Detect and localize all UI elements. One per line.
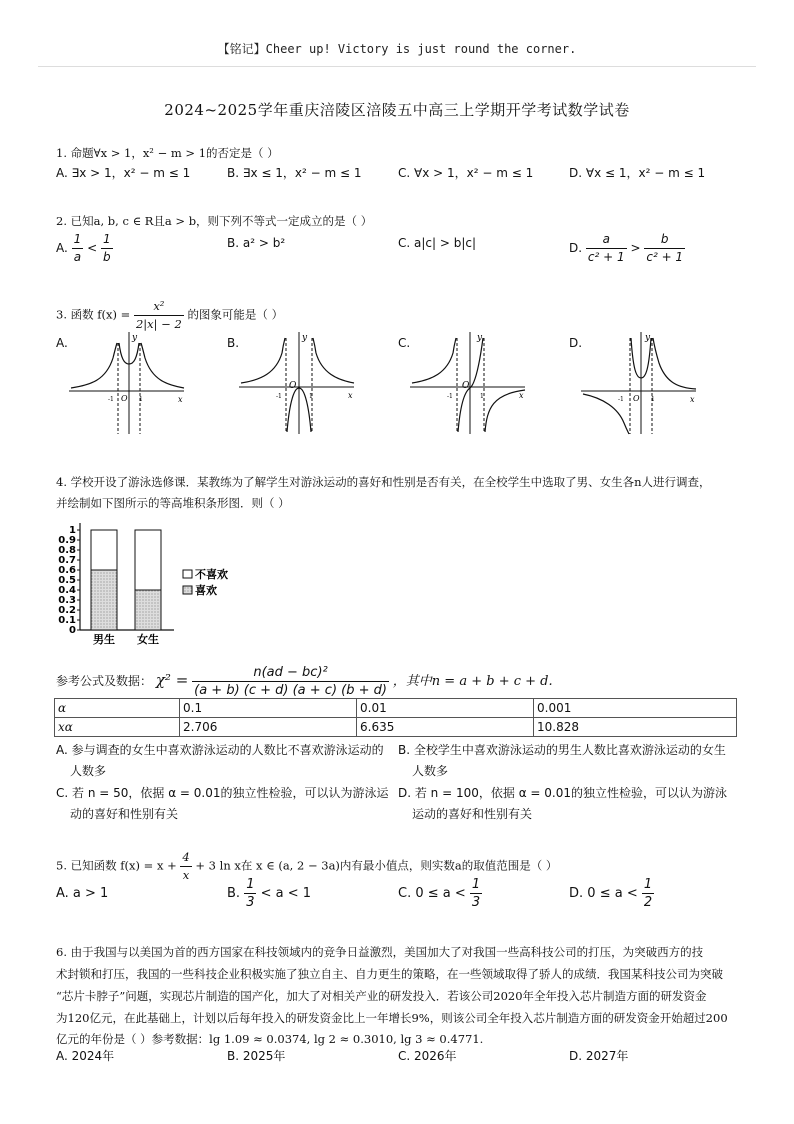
q5-b-tail: < a < 1 xyxy=(260,886,312,901)
q3-a-axis-y: y xyxy=(132,333,138,343)
q5-c-frac xyxy=(470,876,482,911)
exam-title: 2024~2025学年重庆涪陵区涪陵五中高三上学期开学考试数学试卷 xyxy=(164,101,630,119)
table-cell: 0.001 xyxy=(534,699,737,718)
q2-a-num1: 1 xyxy=(72,231,84,249)
q4-option-a-line2: 人数多 xyxy=(70,764,107,778)
q5-c-label: C. xyxy=(398,886,412,901)
bar-dislike-0 xyxy=(91,530,117,570)
q2-d-den1: c² + 1 xyxy=(587,250,625,264)
q4-option-d-line2: 运动的喜好和性别有关 xyxy=(412,807,533,821)
q4-option-d-line1: D. 若 n = 100，依据 α = 0.01的独立性检验，可以认为游泳 xyxy=(398,786,728,800)
y-tick-label: 1 xyxy=(69,525,76,536)
q2-d-frac2 xyxy=(644,231,685,266)
q6-option-b: B. 2025年 xyxy=(227,1049,286,1063)
q3-d-tick-pos: 1 xyxy=(651,396,655,403)
q2-a-num2: 1 xyxy=(101,231,113,249)
q6-line5: 亿元的年份是（ ）参考数据：lg 1.09 ≈ 0.0374, lg 2 ≈ 0.3010, lg 3 ≈ 0.4771. xyxy=(56,1032,484,1046)
q2-a-den1: a xyxy=(73,250,82,264)
q3-graph-d xyxy=(578,328,703,438)
q3-b-origin: O xyxy=(289,381,297,391)
table-cell: xα xyxy=(55,718,180,737)
q5-suffix: + 3 ln x在 x ∈ (a, 2 − 3a)内有最小值点，则实数a的取值范围是（ ） xyxy=(195,858,558,873)
q3-graph-a xyxy=(66,328,191,438)
y-tick-label: 0.5 xyxy=(58,575,76,586)
q5-b-num: 1 xyxy=(246,877,255,892)
y-tick-label: 0.1 xyxy=(58,615,76,626)
q3-a-tick-pos: 1 xyxy=(139,396,143,403)
q4-stem-line1: 4. 学校开设了游泳选修课．某教练为了解学生对游泳运动的喜好和性别是否有关，在全校学生中选取了男、女生各n人进行调查， xyxy=(56,475,711,489)
table-cell: 0.01 xyxy=(357,699,534,718)
table-cell: 0.1 xyxy=(180,699,357,718)
q4-option-c-line2: 动的喜好和性别有关 xyxy=(70,807,179,821)
q5-d-label: D. xyxy=(569,886,584,901)
q4-option-b-line1: B. 全校学生中喜欢游泳运动的男生人数比喜欢游泳运动的女生 xyxy=(398,743,726,757)
header-divider xyxy=(38,66,756,67)
q3-a-axis-x: x xyxy=(178,395,183,404)
q3-c-tick-pos: 1 xyxy=(480,393,484,400)
q4-formula-frac xyxy=(192,664,389,699)
table-cell: α xyxy=(55,699,180,718)
q5-b-label: B. xyxy=(227,886,241,901)
q5-d-num: 1 xyxy=(643,877,653,892)
q4-formula-lhs: χ² = xyxy=(155,671,189,689)
q2-d-num2: b xyxy=(644,231,685,249)
y-tick-label: 0.2 xyxy=(58,605,76,616)
q3-option-c: C. xyxy=(398,336,411,350)
y-tick-label: 0.9 xyxy=(58,535,76,546)
q3-c-origin: O xyxy=(462,381,470,391)
q5-b-frac xyxy=(244,876,256,911)
q3-graph-b xyxy=(236,328,361,438)
q3-b-tick-neg: -1 xyxy=(276,393,282,400)
q3-suffix: 的图象可能是（ ） xyxy=(187,307,284,322)
q5-d-frac xyxy=(642,876,654,911)
q3-b-tick-pos: 1 xyxy=(309,393,313,400)
legend-label-like: 喜欢 xyxy=(195,584,217,597)
q2-a-den2: b xyxy=(103,250,111,264)
q3-c-tick-neg: -1 xyxy=(447,393,453,400)
q4-formula xyxy=(56,664,553,699)
q6-line4: 为120亿元，在此基础上，计划以后每年投入的研发资金比上一年增长9%，则该公司全年投入芯片制造方面的研发资金开始超过200 xyxy=(56,1011,728,1025)
legend-label-dislike: 不喜欢 xyxy=(195,568,228,581)
q3-option-d: D. xyxy=(569,336,583,350)
y-tick-label: 0.3 xyxy=(58,595,76,606)
y-tick-label: 0.4 xyxy=(58,585,76,596)
q5-den: x xyxy=(182,868,190,882)
q3-d-axis-x: x xyxy=(690,395,695,404)
q2-a-label: A. xyxy=(56,241,68,255)
q5-option-d xyxy=(569,876,654,911)
q2-d-label: D. xyxy=(569,241,583,255)
q6-line3: “芯片卡脖子”问题，实现芯片制造的国产化，加大了对相关产业的研发投入．若该公司2020年全年投入芯片制造方面的研发资金 xyxy=(56,989,707,1003)
q5-d-den: 2 xyxy=(643,895,653,910)
q4-stacked-bar-chart xyxy=(58,518,248,650)
table-row xyxy=(55,699,737,718)
q2-d-den2: c² + 1 xyxy=(646,250,684,264)
q2-d-frac1 xyxy=(586,231,627,266)
table-cell: 10.828 xyxy=(534,718,737,737)
q6-option-a: A. 2024年 xyxy=(56,1049,115,1063)
q1-option-d: D. ∀x ≤ 1，x² − m ≤ 1 xyxy=(569,166,706,180)
q3-option-b: B. xyxy=(227,336,240,350)
q5-c-den: 3 xyxy=(471,895,481,910)
legend-swatch-like xyxy=(183,586,192,594)
q1-stem: 1. 命题∀x > 1，x² − m > 1的否定是（ ） xyxy=(56,146,279,160)
q5-c-pre: 0 ≤ a < xyxy=(415,886,466,901)
q3-c-axis-y: y xyxy=(477,333,483,343)
q2-d-op: > xyxy=(630,241,641,255)
q6-line1: 6. 由于我国与以美国为首的西方国家在科技领域内的竞争日益激烈，美国加大了对我国一些高科技公司的打压，为突破西方的技 xyxy=(56,945,704,959)
q3-b-axis-y: y xyxy=(302,333,308,343)
q3-d-origin: O xyxy=(633,394,640,403)
q5-d-pre: 0 ≤ a < xyxy=(587,886,638,901)
q4-formula-label: 参考公式及数据： xyxy=(56,674,153,688)
q2-stem: 2. 已知a, b, c ∈ R且a > b，则下列不等式一定成立的是（ ） xyxy=(56,214,373,228)
q4-stem-line2: 并绘制如下图所示的等高堆积条形图．则（ ） xyxy=(56,496,290,510)
q2-a-frac1 xyxy=(72,231,84,266)
q3-num: x² xyxy=(134,298,184,316)
y-tick-label: 0.8 xyxy=(58,545,76,556)
q3-b-axis-x: x xyxy=(348,391,353,400)
q5-b-den: 3 xyxy=(246,895,255,910)
q5-num: 4 xyxy=(180,849,191,867)
q5-option-c xyxy=(398,876,482,911)
q3-den: 2|x| − 2 xyxy=(135,317,182,331)
q1-option-c: C. ∀x > 1，x² − m ≤ 1 xyxy=(398,166,534,180)
q5-prefix: 5. 已知函数 f(x) = x + xyxy=(56,858,177,873)
q2-a-op: < xyxy=(87,241,98,255)
q3-a-tick-neg: -1 xyxy=(108,396,114,403)
q4-option-c-line1: C. 若 n = 50，依据 α = 0.01的独立性检验，可以认为游泳运 xyxy=(56,786,389,800)
q6-option-d: D. 2027年 xyxy=(569,1049,629,1063)
q4-option-a-line1: A. 参与调查的女生中喜欢游泳运动的人数比不喜欢游泳运动的 xyxy=(56,743,384,757)
q1-option-b: B. ∃x ≤ 1，x² − m ≤ 1 xyxy=(227,166,362,180)
table-row xyxy=(55,718,737,737)
q2-option-c: C. a|c| > b|c| xyxy=(398,236,477,250)
q3-prefix: 3. 函数 f(x) = xyxy=(56,307,131,322)
q6-option-c: C. 2026年 xyxy=(398,1049,457,1063)
category-label: 女生 xyxy=(137,633,159,646)
q4-option-b-line2: 人数多 xyxy=(412,764,449,778)
q2-option-d xyxy=(569,231,685,266)
legend-swatch-dislike xyxy=(183,570,192,578)
q2-option-a xyxy=(56,231,113,266)
table-cell: 6.635 xyxy=(357,718,534,737)
q3-d-tick-neg: -1 xyxy=(618,396,624,403)
q4-formula-den: (a + b) (c + d) (a + c) (b + d) xyxy=(194,683,387,698)
q4-critical-value-table xyxy=(54,698,737,737)
table-cell: 2.706 xyxy=(180,718,357,737)
q5-c-num: 1 xyxy=(471,877,481,892)
q4-formula-num: n(ad − bc)² xyxy=(192,664,389,682)
q3-graph-c xyxy=(407,328,532,438)
q3-a-origin: O xyxy=(121,394,128,403)
q6-line2: 术封锁和打压，我国的一些科技企业积极实施了独立自主、自力更生的策略，在一些领域取得了骄人的成绩．我国某科技公司为突破 xyxy=(56,967,723,981)
y-tick-label: 0.6 xyxy=(58,565,76,576)
q3-option-a: A. xyxy=(56,336,68,350)
bar-like-0 xyxy=(91,570,117,630)
q3-c-axis-x: x xyxy=(519,391,524,400)
y-tick-label: 0 xyxy=(69,625,76,636)
q2-a-frac2 xyxy=(101,231,113,266)
bar-dislike-1 xyxy=(135,530,161,590)
q5-option-a: A. a > 1 xyxy=(56,886,109,901)
q2-d-num1: a xyxy=(586,231,627,249)
category-label: 男生 xyxy=(93,633,115,646)
q1-option-a: A. ∃x > 1，x² − m ≤ 1 xyxy=(56,166,191,180)
motto-banner: 【铭记】Cheer up! Victory is just round the corner. xyxy=(217,42,577,56)
q3-d-axis-y: y xyxy=(645,333,651,343)
y-tick-label: 0.7 xyxy=(58,555,76,566)
q2-option-b: B. a² > b² xyxy=(227,236,286,250)
q5-frac xyxy=(180,849,191,884)
bar-like-1 xyxy=(135,590,161,630)
q4-formula-tail: ，其中n = a + b + c + d. xyxy=(392,674,553,689)
q5-option-b xyxy=(227,876,311,911)
